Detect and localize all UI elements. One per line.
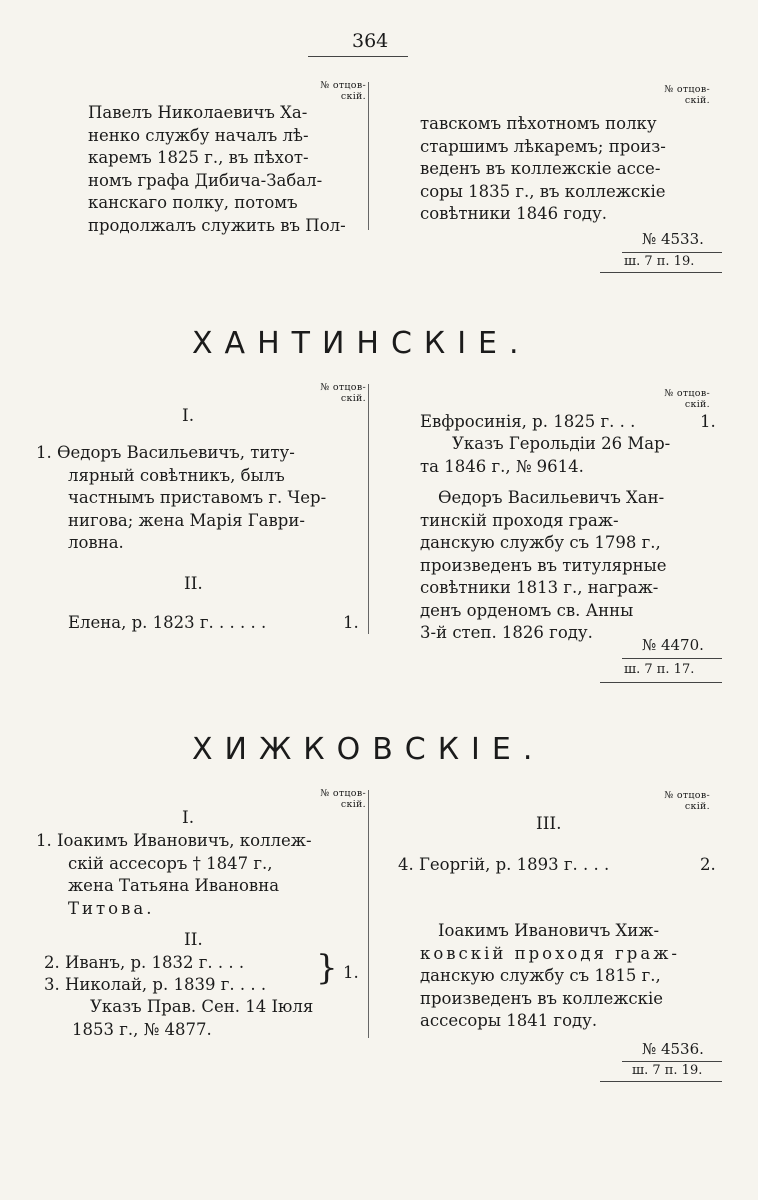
text-line: 1. Іоакимъ Ивановичъ, коллеж- [36,831,312,850]
record-rule [622,658,722,659]
khanenko-right-text [420,113,666,226]
text-line: 1. Ѳедоръ Васильевичъ, титу- [36,443,295,462]
text-line: Ѳедоръ Васильевичъ Хан- [438,488,665,507]
column-header-right: № отцов- скій. [664,84,710,106]
record-rule [622,252,722,253]
record-reference: ш. 7 п. 17. [624,662,695,677]
text-line: та 1846 г., № 9614. [420,456,584,476]
text-line: произведенъ въ коллежскіе [420,988,663,1008]
text-line: совѣтники 1813 г., награж- [420,578,659,597]
generation-heading: II. [184,574,203,594]
generation-heading: II. [184,930,203,950]
khizhkovskie-person-1 [36,830,312,920]
column-header-left: № отцов- скій. [320,788,366,810]
page-number-rule [308,56,408,57]
text-line: Указъ Герольдіи 26 Мар- [452,434,671,453]
record-reference: ш. 7 п. 19. [632,1063,703,1078]
text-line: канскаго полку, потомъ [88,193,298,212]
khizhkovskie-person-4: 4. Георгій, р. 1893 г. . . . [398,855,610,874]
khizhkovskie-person-4-ref: 2. [700,855,716,874]
text-line: старшимъ лѣкаремъ; произ- [420,136,666,156]
text-line: тинскій проходя граж- [420,510,619,530]
text-line: Указъ Прав. Сен. 14 Іюля [90,997,314,1016]
text-line: номъ графа Дибича-Забал- [88,170,323,190]
generation-heading: I. [182,406,195,426]
text-line: тавскомъ пѣхотномъ полку [420,114,657,133]
column-divider [368,384,369,634]
brace-icon: } [316,948,338,988]
text-line: Павелъ Николаевичъ Ха- [88,103,308,122]
text-line: данскую службу съ 1815 г., [420,966,661,985]
text-line: лярный совѣтникъ, былъ [68,465,285,485]
khantinskie-person-1 [36,442,326,555]
text-line: соры 1835 г., въ коллежскіе [420,181,666,201]
khantinskie-right-person: Евфросинія, р. 1825 г. . . [420,412,636,431]
khizhkovskie-person-2: 2. Иванъ, р. 1832 г. . . . [44,953,245,972]
khantinskie-decree [420,433,670,478]
text-line: ковскій проходя граж- [420,943,680,963]
khizhkovskie-decree [72,996,313,1041]
column-header-right: № отцов- скій. [664,790,710,812]
khantinskie-note [420,487,667,645]
text-line: веденъ въ коллежскіе ассе- [420,159,661,178]
column-header-left: № отцов- скій. [320,382,366,404]
page-number: 364 [352,30,389,52]
text-line: Іоакимъ Ивановичъ Хиж- [438,921,660,940]
khantinskie-right-person-ref: 1. [700,412,716,431]
text-line: 1853 г., № 4877. [72,1019,212,1039]
text-line: Титова. [68,898,155,918]
text-line: ненко службу началъ лѣ- [88,125,309,145]
brace-ref: 1. [343,963,359,982]
text-line: данскую службу съ 1798 г., [420,533,661,552]
record-number: № 4536. [642,1040,704,1058]
text-line: продолжалъ служить въ Пол- [88,215,346,235]
column-header-left: № отцов- скій. [320,80,366,102]
khizhkovskie-person-3: 3. Николай, р. 1839 г. . . . [44,975,267,994]
record-rule [600,1081,722,1082]
text-line: произведенъ въ титулярные [420,555,667,575]
text-line: ассесоры 1841 году. [420,1011,598,1030]
family-title-khantinskie: ХАНТИНСКІЕ. [192,326,531,361]
generation-heading: III. [536,814,562,834]
khanenko-left-text [88,102,346,237]
text-line: нигова; жена Марія Гаври- [68,510,305,530]
family-title-khizhkovskie: ХИЖКОВСКІЕ. [192,732,545,767]
column-divider [368,82,369,230]
record-rule [600,682,722,683]
text-line: денъ орденомъ св. Анны [420,600,634,620]
text-line: 3-й степ. 1826 году. [420,623,593,642]
text-line: ловна. [68,533,124,552]
khantinskie-person-2-ref: 1. [343,613,359,632]
record-reference: ш. 7 п. 19. [624,254,695,269]
text-line: жена Татьяна Ивановна [68,876,280,895]
text-line: каремъ 1825 г., въ пѣхот- [88,148,309,167]
record-number: № 4470. [642,636,704,654]
record-number: № 4533. [642,230,704,248]
record-rule [622,1061,722,1062]
text-line: скій ассесоръ † 1847 г., [68,853,273,873]
text-line: совѣтники 1846 году. [420,204,608,223]
record-rule [600,272,722,273]
khizhkovskie-note [420,920,680,1033]
column-divider [368,790,369,1038]
column-header-right: № отцов- скій. [664,388,710,410]
generation-heading: I. [182,808,195,828]
text-line: частнымъ приставомъ г. Чер- [68,488,327,507]
khantinskie-person-2: Елена, р. 1823 г. . . . . . [68,613,267,632]
